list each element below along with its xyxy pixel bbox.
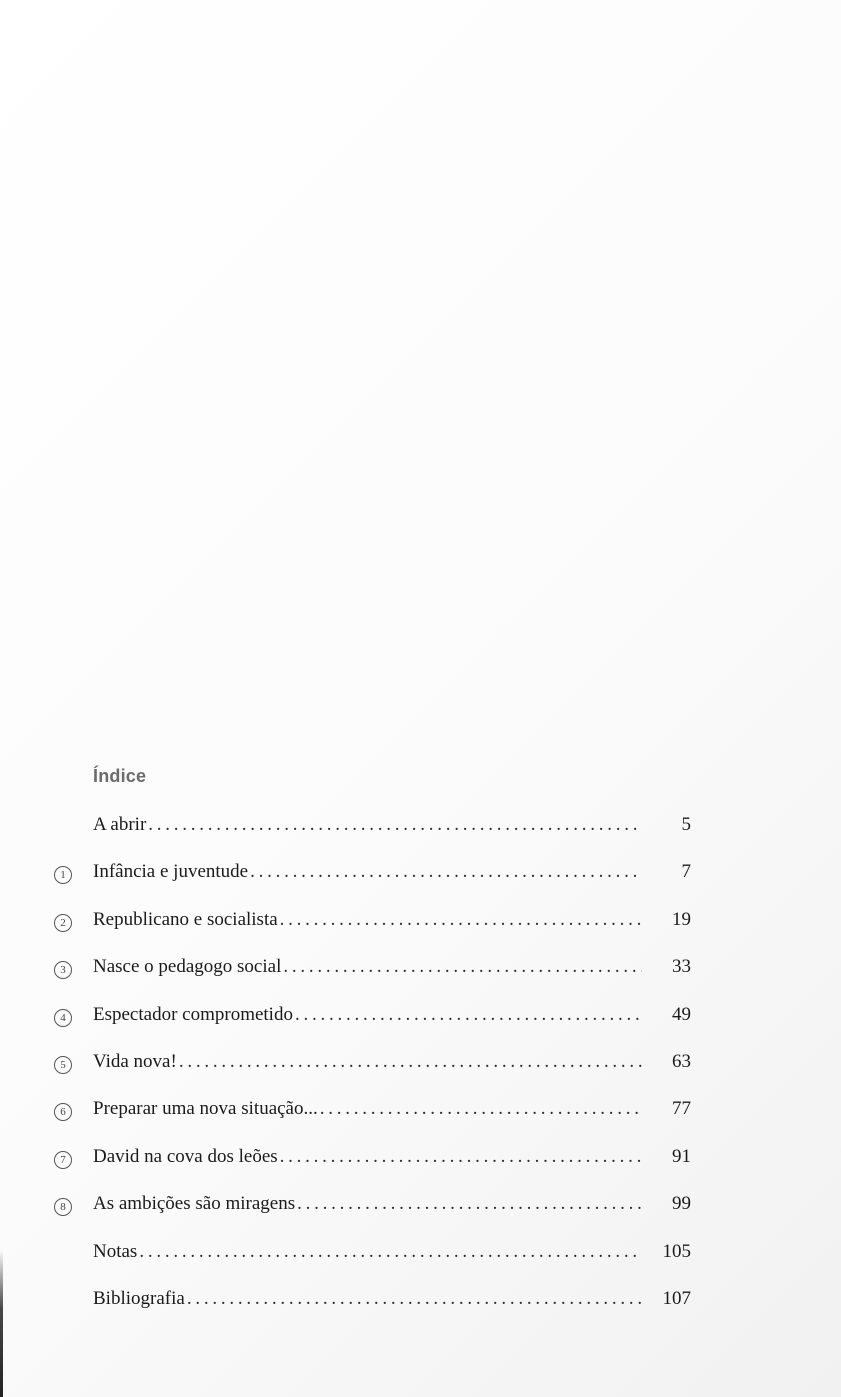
dot-leader <box>295 1003 642 1027</box>
dot-leader <box>283 955 642 979</box>
entry-title: Preparar uma nova situação... <box>93 1098 318 1120</box>
dot-leader <box>148 813 642 837</box>
page-number: 91 <box>672 1145 691 1167</box>
entry-title: As ambições são miragens <box>93 1193 296 1215</box>
chapter-number-badge: 7 <box>54 1151 72 1169</box>
dot-leader <box>187 1287 642 1311</box>
chapter-number-badge: 2 <box>54 914 72 932</box>
entry-title: Infância e juventude <box>93 861 249 883</box>
toc-entry-chapter-8[interactable] <box>0 1184 841 1231</box>
page-number: 63 <box>672 1050 691 1072</box>
entry-title: A abrir <box>93 814 147 835</box>
page-number: 5 <box>681 814 691 835</box>
chapter-number-badge: 1 <box>54 866 72 884</box>
toc-entry-a-abrir[interactable] <box>0 805 841 852</box>
dot-leader <box>280 1145 642 1169</box>
dot-leader <box>297 1192 642 1216</box>
dot-leader <box>139 1240 642 1264</box>
toc-entry-chapter-4[interactable] <box>0 995 841 1042</box>
chapter-number-badge: 3 <box>54 961 72 979</box>
dot-leader <box>250 860 642 884</box>
toc-entry-chapter-3[interactable] <box>0 947 841 994</box>
entry-title: Bibliografia <box>93 1287 185 1309</box>
dot-leader <box>280 908 642 932</box>
chapter-number-badge: 4 <box>54 1009 72 1027</box>
chapter-number-badge: 5 <box>54 1056 72 1074</box>
page-number: 107 <box>662 1287 691 1309</box>
table-of-contents <box>0 805 841 1326</box>
toc-entry-chapter-2[interactable] <box>0 900 841 947</box>
page-number: 33 <box>672 956 691 978</box>
toc-entry-chapter-7[interactable] <box>0 1137 841 1184</box>
entry-title: Republicano e socialista <box>93 908 278 930</box>
dot-leader <box>320 1097 642 1121</box>
page-number: 77 <box>672 1098 691 1120</box>
toc-entry-bibliografia[interactable] <box>0 1279 841 1326</box>
entry-title: Nasce o pedagogo social <box>93 956 282 978</box>
entry-title: David na cova dos leões <box>93 1145 278 1167</box>
toc-entry-chapter-5[interactable] <box>0 1042 841 1089</box>
entry-title: Notas <box>93 1240 138 1262</box>
toc-entry-notas[interactable] <box>0 1232 841 1279</box>
toc-entry-chapter-6[interactable] <box>0 1089 841 1136</box>
page-title: Índice <box>93 766 147 786</box>
page-number: 49 <box>672 1003 691 1025</box>
page-number: 19 <box>672 908 691 930</box>
entry-title: Vida nova! <box>93 1050 177 1072</box>
dot-leader <box>179 1050 642 1074</box>
page-number: 7 <box>681 861 691 883</box>
toc-entry-chapter-1[interactable] <box>0 852 841 899</box>
page-number: 99 <box>672 1193 691 1215</box>
page-number: 105 <box>662 1240 691 1262</box>
chapter-number-badge: 8 <box>54 1198 72 1216</box>
chapter-number-badge: 6 <box>54 1103 72 1121</box>
entry-title: Espectador comprometido <box>93 1003 293 1025</box>
